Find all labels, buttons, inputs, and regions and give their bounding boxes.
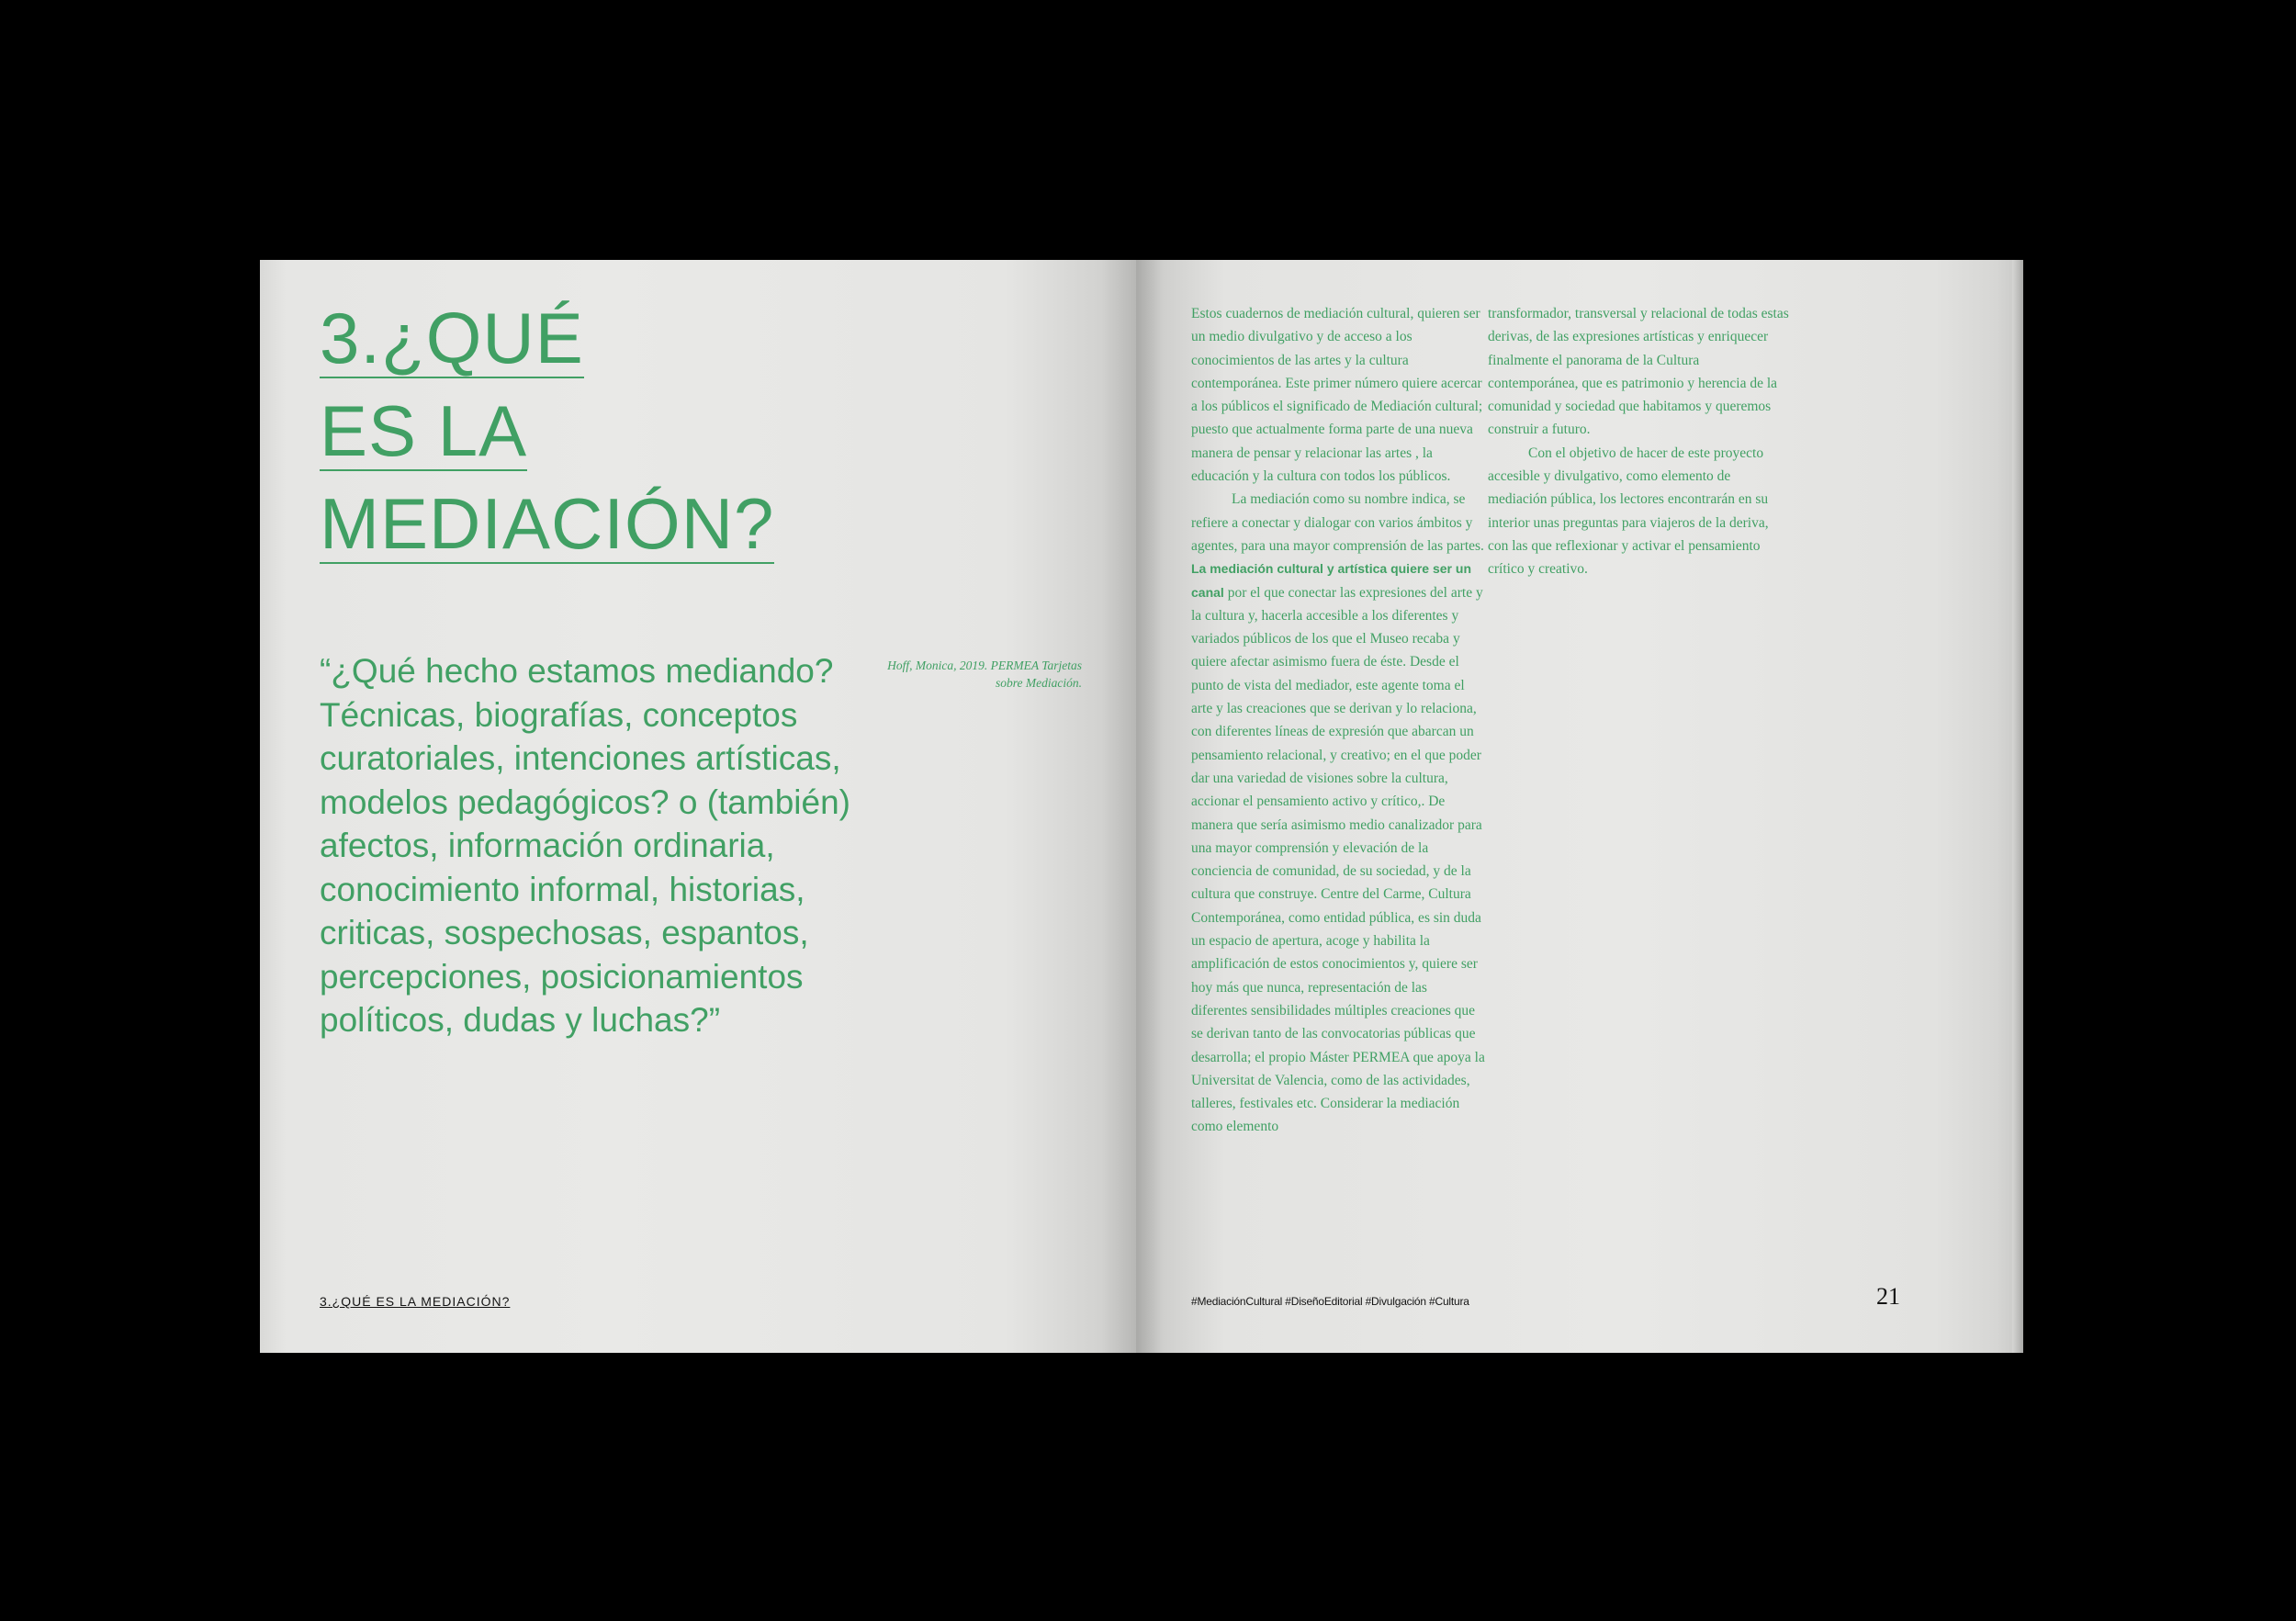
running-footer: 3.¿QUÉ ES LA MEDIACIÓN?: [320, 1294, 511, 1309]
book-spread: [260, 260, 2023, 1353]
paragraph-2-rest: por el que conectar las expresiones del arte y la cultura y, hacerla accesible a los diferentes y variados públicos de los que el Museo recaba y quiere afectar asimismo fuera de éste. Desde el punto de vista del mediador, este agente toma el arte y las creaciones que se derivan y lo relaciona, con diferentes líneas de expresión que abarcan un pensamiento relacional, y creativo; en el que poder dar una variedad de visiones sobre la cultura, accionar el pensamiento activo y crítico,. De manera que sería asimismo medio canalizador para una mayor comprensión y elevación de la conciencia de comunidad, de su sociedad, y de la cultura que construye. Centre del Carme, Cultura Contemporánea, como entidad pública, es sin duda un espacio de apertura, acoge y habilita la amplificación de estos conocimientos y, quiere ser hoy más que nunca, representación de las diferentes sensibilidades múltiples creaciones que se derivan tanto de las convocatorias públicas que desarrolla; el propio Máster PERMEA que apoya la Universitat de Valencia, como de las actividades, talleres, festivales etc. Considerar la mediación como elemento: [1191, 584, 1485, 1135]
title-line-1: 3.¿QUÉ: [320, 298, 584, 378]
hashtags: #MediaciónCultural #DiseñoEditorial #Divulgación #Cultura: [1191, 1295, 1469, 1308]
title-line-2: ES LA: [320, 390, 528, 471]
text-column-1: [1191, 302, 1485, 1139]
right-page: [1136, 260, 2023, 1353]
title-line-3: MEDIACIÓN?: [320, 483, 775, 564]
page-number: 21: [1876, 1283, 1900, 1310]
paragraph-2: [1191, 488, 1485, 1138]
paragraph-1: Estos cuadernos de mediación cultural, quieren ser un medio divulgativo y de acceso a los conocimientos de las artes y la cultura contemporánea. Este primer número quiere acercar a los públicos el significado de Mediación cultural; puesto que actualmente forma parte de una nueva manera de pensar y relacionar las artes , la educación y la cultura con todos los públicos.: [1191, 306, 1483, 485]
paragraph-2-intro: La mediación como su nombre indica, se refiere a conectar y dialogar con varios ámbitos y agentes, para una mayor comprensión de las partes.: [1191, 491, 1484, 554]
paragraph-3: transformador, transversal y relacional de todas estas derivas, de las expresiones artísticas y enriquecer finalmente el panorama de la Cultura contemporánea, que es patrimonio y herencia de la comunidad y sociedad que habitamos y queremos construir a futuro.: [1488, 306, 1789, 438]
left-page: [260, 260, 1136, 1353]
page-title: [320, 295, 774, 573]
quote-citation: Hoff, Monica, 2019. PERMEA Tarjetas sobre Mediación.: [887, 659, 1082, 690]
paragraph-4: Con el objetivo de hacer de este proyecto accesible y divulgativo, como elemento de mediación pública, los lectores encontrarán en su interior unas preguntas para viajeros de la deriva, con las que reflexionar y activar el pensamiento crítico y creativo.: [1488, 445, 1769, 578]
paragraph-2-highlight: La mediación cultural y artística quiere ser un canal: [1191, 561, 1471, 600]
text-column-2: [1488, 302, 1791, 581]
pull-quote: “¿Qué hecho estamos mediando? Técnicas, biografías, conceptos curatoriales, intenciones artísticas, modelos pedagógicos? o (también) afectos, información ordinaria, conocimiento informal, historias, criticas, sospechosas, espantos, percepciones, posicionamientos políticos, dudas y luchas?”: [320, 652, 850, 1039]
page-edge: [2012, 260, 2023, 1353]
